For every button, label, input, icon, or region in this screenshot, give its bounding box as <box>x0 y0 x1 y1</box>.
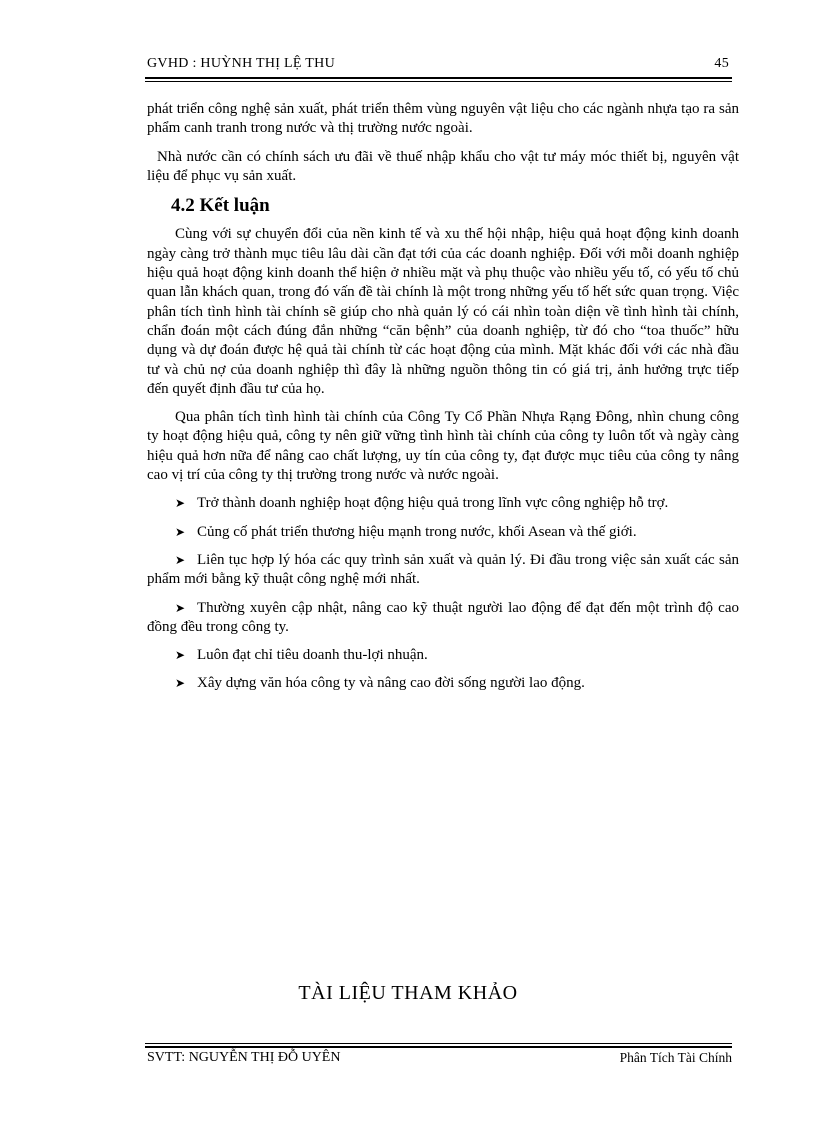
arrow-bullet-icon: ➤ <box>175 648 186 663</box>
header-rule-thin <box>145 81 732 82</box>
list-item <box>147 674 739 693</box>
page-body <box>147 100 739 703</box>
paragraph-summary: Qua phân tích tình hình tài chính của Công Ty Cổ Phần Nhựa Rạng Đông, nhìn chung công ty hoạt động hiệu quả, công ty nên giữ vững tình hình tài chính của công ty luôn tốt và ngày càng hiệu quả hơn nữa để nâng cao chất lượng, uy tín của công ty, đạt được mục tiêu của công ty nâng cao vị trí của công ty thị trường trong nước và nước ngoài. <box>147 409 739 484</box>
list-item-text: Trở thành doanh nghiệp hoạt động hiệu quả trong lĩnh vực công nghiệp hỗ trợ. <box>197 495 669 512</box>
page-footer <box>147 1050 732 1066</box>
list-item-text: Xây dựng văn hóa công ty và nâng cao đời sống người lao động. <box>197 675 585 692</box>
arrow-bullet-icon: ➤ <box>175 676 186 691</box>
footer-rule-thin <box>145 1043 732 1044</box>
arrow-bullet-icon: ➤ <box>175 600 186 615</box>
advisor-name: GVHD : HUỲNH THỊ LỆ THU <box>147 56 335 71</box>
list-item <box>147 646 739 665</box>
arrow-bullet-icon: ➤ <box>175 524 186 539</box>
list-item-text: Thường xuyên cập nhật, nâng cao kỹ thuật người lao động để đạt đến một trình độ cao đồng đều trong công ty. <box>147 599 739 635</box>
section-heading: 4.2 Kết luận <box>171 195 270 217</box>
page-number: 45 <box>714 56 729 71</box>
header-rule-thick <box>145 77 732 79</box>
arrow-bullet-icon: ➤ <box>175 496 186 511</box>
footer-rule-thick <box>145 1046 732 1048</box>
list-item <box>147 599 739 638</box>
document-topic: Phân Tích Tài Chính <box>619 1050 732 1065</box>
list-item <box>147 551 739 590</box>
paragraph-policy: Nhà nước cần có chính sách ưu đãi về thuế nhập khẩu cho vật tư máy móc thiết bị, nguyên vật liệu để phục vụ sản xuất. <box>147 148 739 184</box>
arrow-bullet-icon: ➤ <box>175 552 186 567</box>
list-item-text: Luôn đạt chỉ tiêu doanh thu-lợi nhuận. <box>197 647 428 664</box>
list-item <box>147 523 739 542</box>
page-header <box>147 56 729 72</box>
list-item-text: Củng cố phát triển thương hiệu mạnh trong nước, khối Asean và thế giới. <box>197 523 637 540</box>
list-item <box>147 494 739 513</box>
paragraph-continuation: phát triển công nghệ sản xuất, phát triển thêm vùng nguyên vật liệu cho các ngành nhựa tạo ra sản phẩm canh tranh trong nước và thị trường nước ngoài. <box>147 101 739 137</box>
references-heading: TÀI LIỆU THAM KHẢO <box>298 982 518 1004</box>
list-item-text: Liên tục hợp lý hóa các quy trình sản xuất và quản lý. Đi đầu trong việc sản xuất các sản phẩm mới bằng kỹ thuật công nghệ mới nhất. <box>147 551 739 588</box>
paragraph-conclusion: Cùng với sự chuyển đổi của nền kinh tế và xu thế hội nhập, hiệu quả hoạt động kinh doanh ngày càng trở thành mục tiêu lâu dài cần đạt tới của các doanh nghiệp. Đối với mỗi doanh nghiệp hiệu quả hoạt động kinh doanh thể hiện ở nhiều mặt và phụ thuộc vào nhiều yếu tố, có yếu tố chủ quan lẫn khách quan, trong đó vấn đề tài chính là một trong những yếu tố hết sức quan trọng. Việc phân tích tình hình tài chính sẽ giúp cho nhà quản lý có cái nhìn toàn diện về tình hình tài chính, chẩn đoán một cách đúng đắn những “căn bệnh” của doanh nghiệp, từ đó cho “toa thuốc” hữu dụng và dự đoán được hệ quả tài chính từ các hoạt động của mình. Mặt khác đối với các nhà đầu tư và chủ nợ của doanh nghiệp thì đây là những nguồn thông tin có giá trị, ảnh hưởng trực tiếp đến quyết định đầu tư của họ. <box>147 226 739 397</box>
student-name: SVTT: NGUYỄN THỊ ĐỖ UYÊN <box>147 1050 341 1065</box>
